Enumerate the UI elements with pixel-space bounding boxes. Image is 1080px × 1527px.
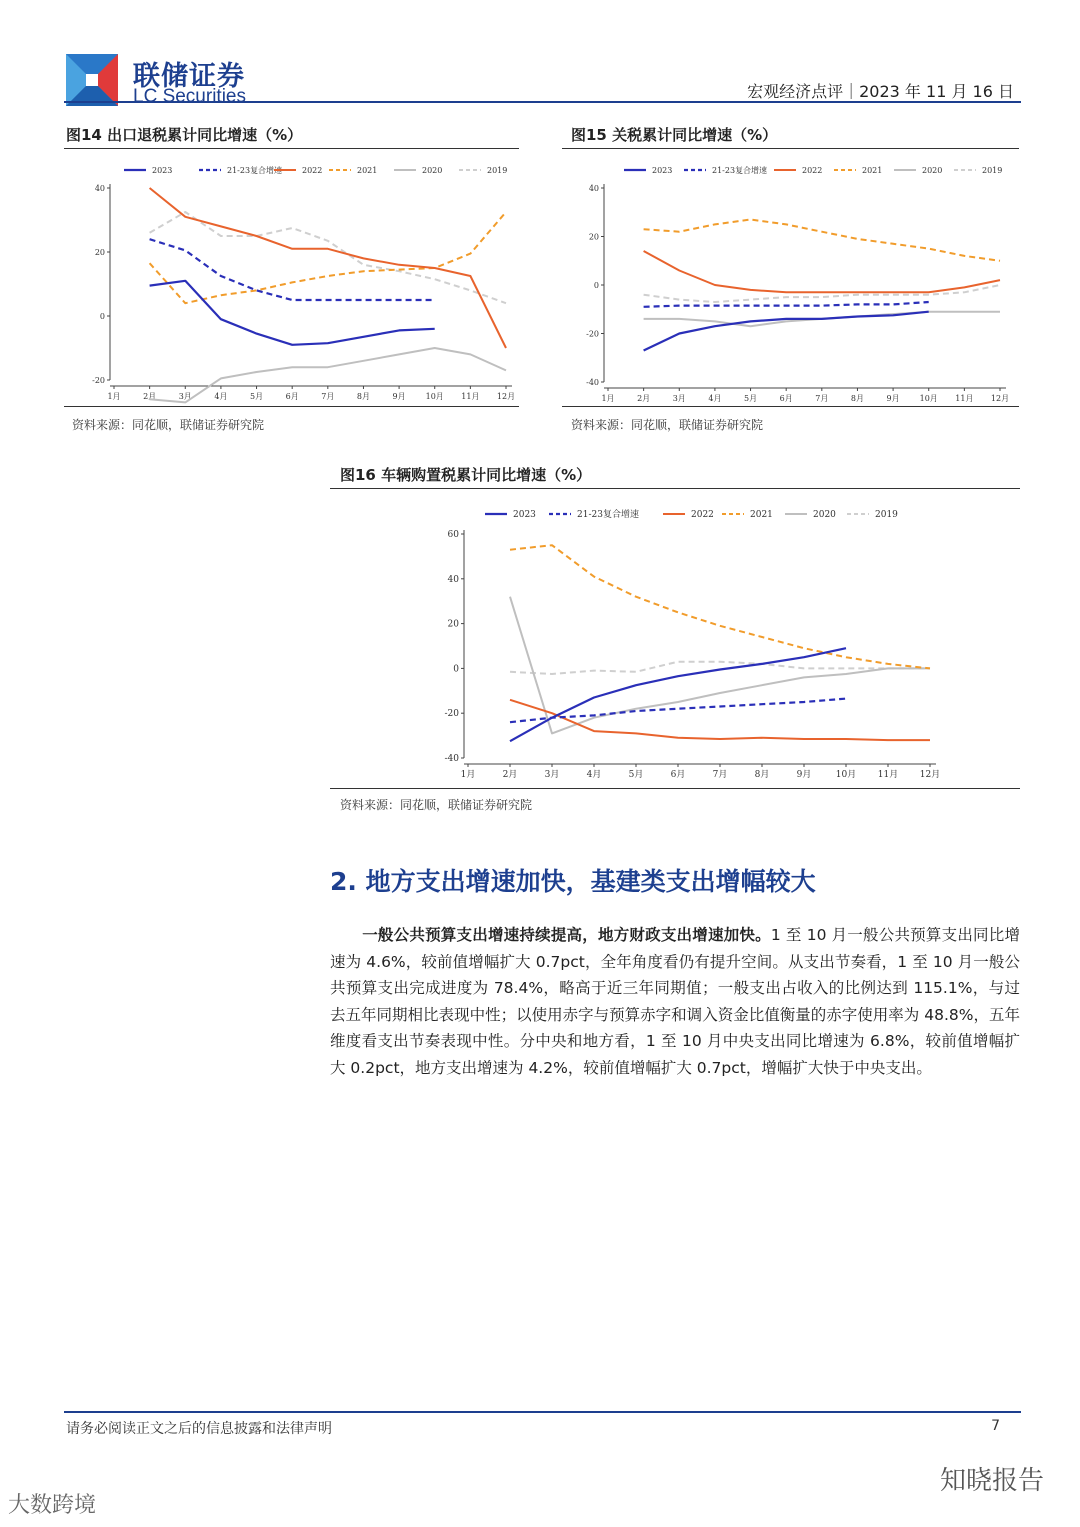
x-tick-label: 9月 bbox=[886, 394, 900, 403]
series-line-2021 bbox=[644, 220, 1000, 261]
y-tick-label: -20 bbox=[586, 329, 599, 339]
series-line-2019 bbox=[644, 285, 1000, 302]
y-tick-label: -20 bbox=[444, 709, 459, 720]
x-tick-label: 6月 bbox=[670, 770, 686, 780]
paragraph-lead: 一般公共预算支出增速持续提高，地方财政支出增速加快。 bbox=[362, 926, 771, 944]
x-tick-label: 9月 bbox=[392, 392, 406, 401]
series-line-2019 bbox=[150, 212, 506, 303]
x-tick-label: 4月 bbox=[214, 392, 228, 401]
figure-16-title: 图16 车辆购置税累计同比增速（%） bbox=[340, 466, 592, 484]
series-line-2023 bbox=[510, 648, 846, 741]
x-tick-label: 4月 bbox=[586, 770, 602, 780]
x-tick-label: 3月 bbox=[672, 394, 686, 403]
y-tick-label: 40 bbox=[447, 574, 459, 585]
x-tick-label: 2月 bbox=[637, 394, 651, 403]
figure-16-source: 资料来源：同花顺，联储证券研究院 bbox=[340, 798, 533, 812]
x-tick-label: 4月 bbox=[708, 394, 722, 403]
x-tick-label: 1月 bbox=[460, 770, 476, 780]
legend-label: 2019 bbox=[875, 510, 898, 520]
section-heading: 2. 地方支出增速加快，基建类支出增幅较大 bbox=[330, 867, 816, 896]
company-logo-icon bbox=[66, 54, 118, 106]
figure-15-top-rule bbox=[562, 148, 1019, 149]
watermark-right: 知晓报告 bbox=[939, 1466, 1044, 1496]
legend-label: 21-23复合增速 bbox=[577, 510, 639, 520]
figure-15-chart bbox=[562, 152, 1019, 404]
x-tick-label: 6月 bbox=[779, 394, 793, 403]
series-line-2020 bbox=[510, 597, 930, 734]
legend-label: 2019 bbox=[487, 166, 508, 175]
legend-label: 2021 bbox=[750, 510, 773, 520]
x-tick-label: 11月 bbox=[461, 392, 480, 401]
report-type-date: 宏观经济点评｜2023 年 11 月 16 日 bbox=[747, 82, 1014, 101]
y-tick-label: 60 bbox=[447, 530, 459, 540]
x-tick-label: 7月 bbox=[321, 392, 335, 401]
figure-14-title: 图14 出口退税累计同比增速（%） bbox=[66, 126, 303, 144]
x-tick-label: 12月 bbox=[919, 770, 941, 780]
series-line-2023 bbox=[150, 281, 435, 345]
figure-15-bottom-rule bbox=[562, 406, 1019, 407]
legend-label: 2020 bbox=[422, 166, 443, 175]
y-tick-label: 40 bbox=[94, 184, 105, 193]
series-line-2021 bbox=[150, 212, 506, 303]
legend-label: 2021 bbox=[357, 166, 378, 175]
x-tick-label: 8月 bbox=[850, 394, 865, 403]
legend-label: 2022 bbox=[691, 510, 714, 520]
figure-16-top-rule bbox=[330, 488, 1020, 489]
page-number: 7 bbox=[991, 1418, 1000, 1434]
legend-label: 2020 bbox=[813, 510, 836, 520]
legend-label: 2023 bbox=[652, 166, 673, 175]
paragraph-body: 1 至 10 月一般公共预算支出同比增速为 4.6%，较前值增幅扩大 0.7pct，全年角度看仍有提升空间。从支出节奏看，1 至 10 月一般公共预算支出完成进度为 78.4%，略高于近三年同期值；一般支出占收入的比例达到 115.1%，与过去五年同期相比表现中性；以使用赤字与预算赤字和调入资金比值衡量的赤字使用率为 48.8%，五年维度看支出节奏表现中性。分中央和地方看，1 至 10 月中央支出同比增速为 6.8%，较前值增幅扩大 0.2pct，地方支出增速为 4.2%，较前值增幅扩大 0.7pct，增幅扩大快于中央支出。 bbox=[330, 926, 1020, 1077]
header-divider bbox=[64, 101, 1021, 103]
figure-16-bottom-rule bbox=[330, 788, 1020, 789]
x-tick-label: 11月 bbox=[877, 770, 899, 780]
figure-15-title: 图15 关税累计同比增速（%） bbox=[571, 126, 778, 144]
x-tick-label: 3月 bbox=[178, 392, 192, 401]
y-tick-label: 20 bbox=[588, 232, 599, 242]
series-line-2022 bbox=[644, 251, 1000, 292]
x-tick-label: 5月 bbox=[628, 770, 644, 780]
y-tick-label: 0 bbox=[99, 312, 105, 321]
x-tick-label: 8月 bbox=[754, 770, 770, 780]
x-tick-label: 1月 bbox=[107, 392, 121, 401]
x-tick-label: 12月 bbox=[990, 394, 1010, 403]
legend-label: 2022 bbox=[302, 166, 323, 175]
x-tick-label: 11月 bbox=[955, 394, 974, 403]
x-tick-label: 2月 bbox=[143, 392, 157, 401]
y-tick-label: -20 bbox=[92, 376, 105, 385]
brand-name-cn: 联储证券 bbox=[133, 61, 245, 92]
x-tick-label: 1月 bbox=[601, 394, 615, 403]
y-tick-label: 20 bbox=[447, 619, 459, 630]
figure-14-bottom-rule bbox=[64, 406, 519, 407]
figure-14-top-rule bbox=[64, 148, 519, 149]
x-tick-label: 10月 bbox=[425, 392, 444, 401]
x-tick-label: 5月 bbox=[249, 392, 264, 401]
figure-14-chart bbox=[64, 152, 519, 404]
footer-disclaimer: 请务必阅读正文之后的信息披露和法律声明 bbox=[66, 1421, 332, 1437]
y-tick-label: -40 bbox=[586, 378, 599, 387]
x-tick-label: 9月 bbox=[796, 770, 812, 780]
x-tick-label: 10月 bbox=[919, 394, 938, 403]
legend-label: 21-23复合增速 bbox=[227, 166, 283, 175]
x-tick-label: 8月 bbox=[356, 392, 371, 401]
legend-label: 21-23复合增速 bbox=[712, 166, 768, 175]
y-tick-label: 0 bbox=[593, 281, 599, 290]
series-line-2022 bbox=[150, 188, 506, 348]
x-tick-label: 12月 bbox=[496, 392, 516, 401]
brand-name-en: LC Securities bbox=[133, 86, 246, 107]
series-line-2023 bbox=[644, 312, 929, 351]
x-tick-label: 10月 bbox=[835, 770, 857, 780]
x-tick-label: 2月 bbox=[502, 770, 518, 780]
x-tick-label: 7月 bbox=[815, 394, 829, 403]
x-tick-label: 5月 bbox=[743, 394, 758, 403]
x-tick-label: 3月 bbox=[544, 770, 560, 780]
figure-14-source: 资料来源：同花顺，联储证券研究院 bbox=[72, 418, 265, 432]
legend-label: 2022 bbox=[802, 166, 823, 175]
x-tick-label: 7月 bbox=[712, 770, 728, 780]
series-line-21-23复合增速 bbox=[644, 302, 929, 307]
y-tick-label: -40 bbox=[444, 754, 459, 764]
legend-label: 2019 bbox=[982, 166, 1003, 175]
section-paragraph bbox=[330, 922, 1020, 1081]
figure-15-source: 资料来源：同花顺，联储证券研究院 bbox=[571, 418, 764, 432]
series-line-2021 bbox=[510, 545, 930, 668]
figure-16-chart bbox=[330, 492, 1020, 786]
legend-label: 2023 bbox=[152, 166, 173, 175]
legend-label: 2023 bbox=[513, 510, 536, 520]
legend-label: 2021 bbox=[862, 166, 883, 175]
watermark-left: 大数跨境 bbox=[8, 1493, 97, 1518]
footer-divider bbox=[64, 1411, 1021, 1413]
x-tick-label: 6月 bbox=[285, 392, 299, 401]
y-tick-label: 0 bbox=[453, 664, 459, 675]
y-tick-label: 20 bbox=[94, 248, 105, 257]
legend-label: 2020 bbox=[922, 166, 943, 175]
y-tick-label: 40 bbox=[588, 184, 599, 193]
